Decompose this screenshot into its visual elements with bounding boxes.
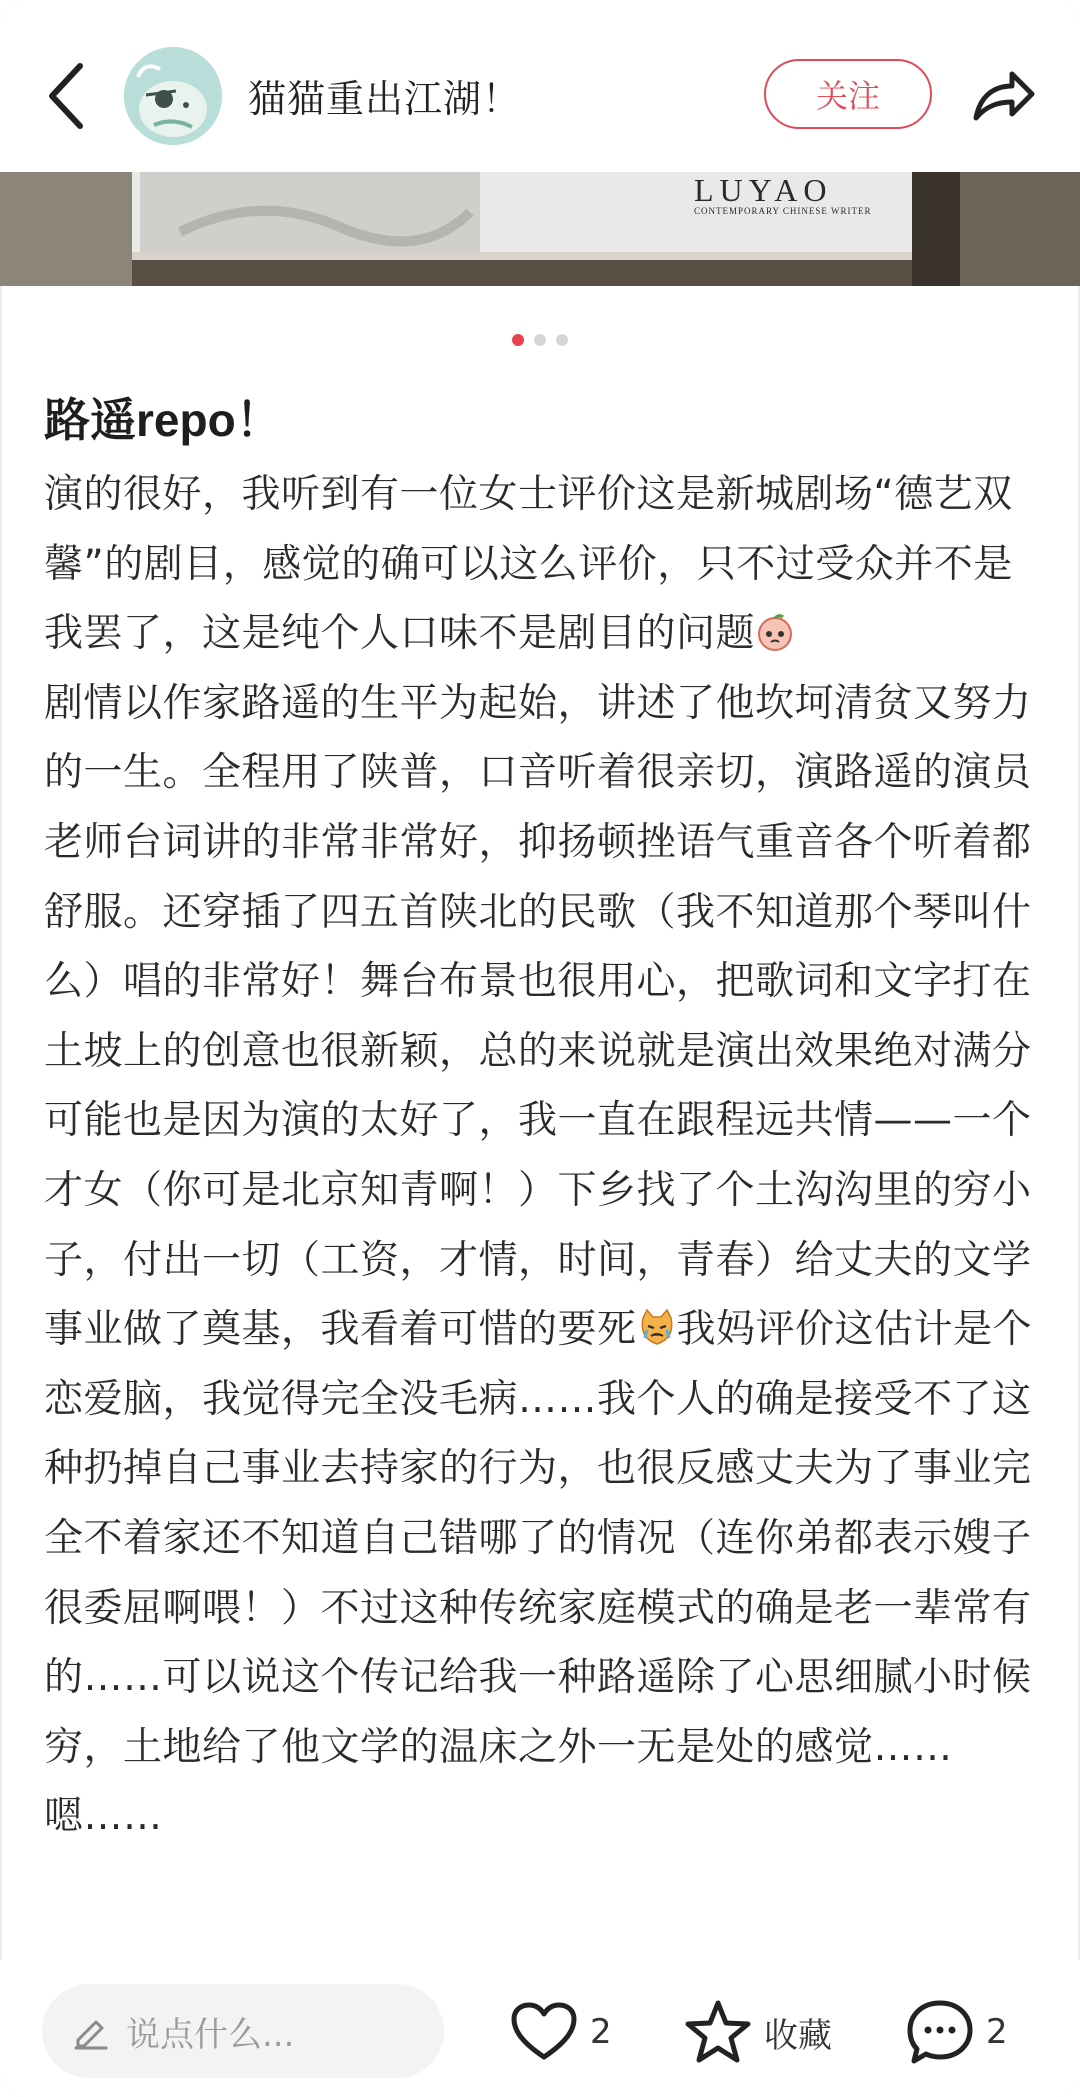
post-body bbox=[44, 460, 1044, 1852]
comment-bubble-icon bbox=[906, 1999, 974, 2065]
carousel-dot bbox=[534, 334, 546, 346]
collect-label: 收藏 bbox=[764, 2015, 832, 2056]
post-paragraph: 剧情以作家路遥的生平为起始，讲述了他坎坷清贫又努力的一生。全程用了陕普，口音听着很亲切，演路遥的演员老师台词讲的非常非常好，抑扬顿挫语气重音各个听着都舒服。还穿插了四五首陕北的民歌（我不知道那个琴叫什么）唱的非常好！舞台布景也很用心，把歌词和文字打在土坡上的创意也很新颖，总的来说就是演出效果绝对满分 bbox=[44, 680, 1032, 1074]
heart-icon bbox=[510, 2001, 578, 2063]
avatar[interactable] bbox=[124, 47, 222, 145]
post-paragraph-text: 我妈评价这估计是个恋爱脑，我觉得完全没毛病……我个人的确是接受不了这种扔掉自己事业去持家的行为，也很反感丈夫为了事业完全不着家还不知道自己错哪了的情况（连你弟都表示嫂子很委屈啊喂！）不过这种传统家庭模式的确是老一辈常有的……可以说这个传记给我一种路遥除了心思细腻小时候穷，土地给了他文学的温床之外一无是处的感觉……嗯…… bbox=[44, 1307, 1033, 1840]
post-paragraph-text: 演的很好，我听到有一位女士评价这是新城剧场“德艺双馨”的剧目，感觉的确可以这么评价，只不过受众并不是我罢了，这是纯个人口味不是剧目的问题 bbox=[44, 472, 1013, 657]
star-icon bbox=[684, 1999, 752, 2065]
post-paragraph-text: 可能也是因为演的太好了，我一直在跟程远共情——一个才女（你可是北京知青啊！）下乡找了个土沟沟里的穷小子，付出一切（工资，才情，时间，青春）给丈夫的文学事业做了奠基，我看着可惜的要死 bbox=[44, 1098, 1032, 1353]
like-count: 2 bbox=[590, 2012, 612, 2052]
post-image-carousel[interactable] bbox=[0, 172, 1080, 286]
comment-button[interactable] bbox=[906, 1996, 1008, 2068]
collect-button[interactable] bbox=[684, 1996, 832, 2068]
carousel-indicator bbox=[0, 334, 1080, 348]
carousel-dot bbox=[512, 334, 524, 346]
post-title: 路遥repo！ bbox=[44, 394, 282, 446]
peach-face-emoji-icon bbox=[755, 605, 795, 645]
comment-count: 2 bbox=[986, 2012, 1008, 2052]
pencil-icon bbox=[72, 2012, 110, 2050]
post-paragraph bbox=[44, 1086, 1044, 1852]
post-header bbox=[0, 0, 1080, 172]
banner-sign-subtitle: CONTEMPORARY CHINESE WRITER bbox=[694, 206, 872, 216]
crying-cat-emoji-icon bbox=[637, 1301, 677, 1341]
like-button[interactable] bbox=[510, 1996, 612, 2068]
avatar-cat-illustration bbox=[124, 47, 222, 145]
author-name[interactable]: 猫猫重出江湖！ bbox=[248, 77, 522, 121]
share-arrow-icon[interactable] bbox=[968, 60, 1038, 130]
chevron-left-icon[interactable] bbox=[40, 58, 96, 134]
bottom-action-bar bbox=[0, 1960, 1080, 2097]
follow-button[interactable]: 关注 bbox=[764, 59, 932, 129]
post-paragraph bbox=[44, 460, 1044, 669]
comment-placeholder: 说点什么... bbox=[126, 2014, 295, 2055]
comment-input[interactable] bbox=[42, 1984, 444, 2078]
stage-banner-photo bbox=[0, 172, 1080, 286]
banner-sign-text: LUYAO bbox=[694, 172, 833, 208]
carousel-dot bbox=[556, 334, 568, 346]
